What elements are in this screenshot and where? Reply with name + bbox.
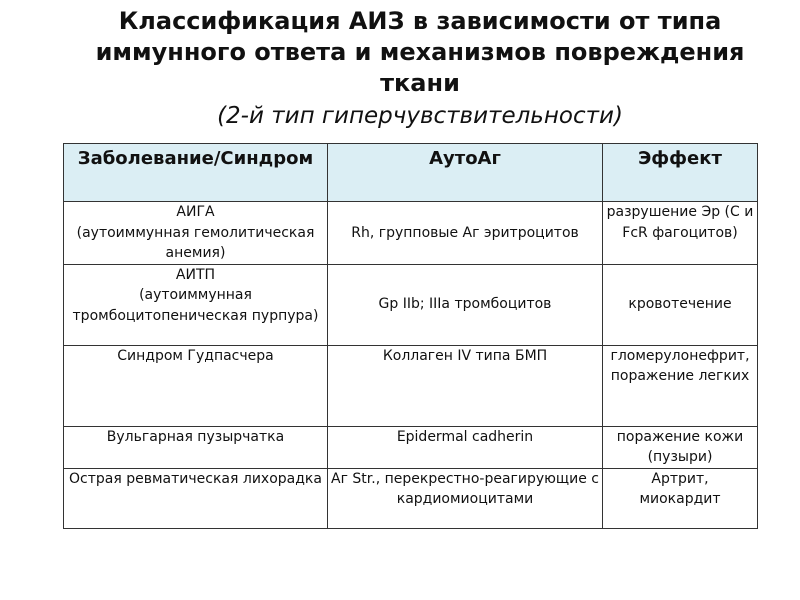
cell-disease: АИГА (аутоиммунная гемолитическая анемия)	[64, 202, 328, 265]
table-row	[64, 202, 758, 265]
cell-autoantigen: Epidermal cadherin	[328, 426, 603, 468]
title-main: Классификация АИЗ в зависимости от типа иммунного ответа и механизмов повреждения ткани	[95, 7, 745, 97]
header-autoantigen: АутоАг	[328, 144, 603, 202]
cell-disease: Острая ревматическая лихорадка	[64, 468, 328, 528]
cell-effect: Артрит, миокардит	[603, 468, 758, 528]
cell-disease: АИТП (аутоиммунная тромбоцитопеническая пурпура)	[64, 264, 328, 345]
cell-effect: гломерулонефрит, поражение легких	[603, 345, 758, 426]
cell-disease: Вульгарная пузырчатка	[64, 426, 328, 468]
cell-effect: разрушение Эр (С и FcR фагоцитов)	[603, 202, 758, 265]
classification-table	[63, 143, 758, 529]
header-effect: Эффект	[603, 144, 758, 202]
header-disease: Заболевание/Синдром	[64, 144, 328, 202]
table-row	[64, 264, 758, 345]
slide-title	[60, 6, 780, 133]
table-row	[64, 426, 758, 468]
cell-autoantigen: Gp IIb; IIIa тромбоцитов	[328, 264, 603, 345]
cell-effect: поражение кожи (пузыри)	[603, 426, 758, 468]
title-subtitle: (2-й тип гиперчувствительности)	[217, 103, 623, 129]
cell-autoantigen: Rh, групповые Аг эритроцитов	[328, 202, 603, 265]
cell-autoantigen: Коллаген IV типа БМП	[328, 345, 603, 426]
table-row	[64, 345, 758, 426]
table-row	[64, 468, 758, 528]
header-row	[64, 144, 758, 202]
cell-effect: кровотечение	[603, 264, 758, 345]
cell-disease: Синдром Гудпасчера	[64, 345, 328, 426]
cell-autoantigen: Аг Str., перекрестно-реагирующие с кардиомиоцитами	[328, 468, 603, 528]
